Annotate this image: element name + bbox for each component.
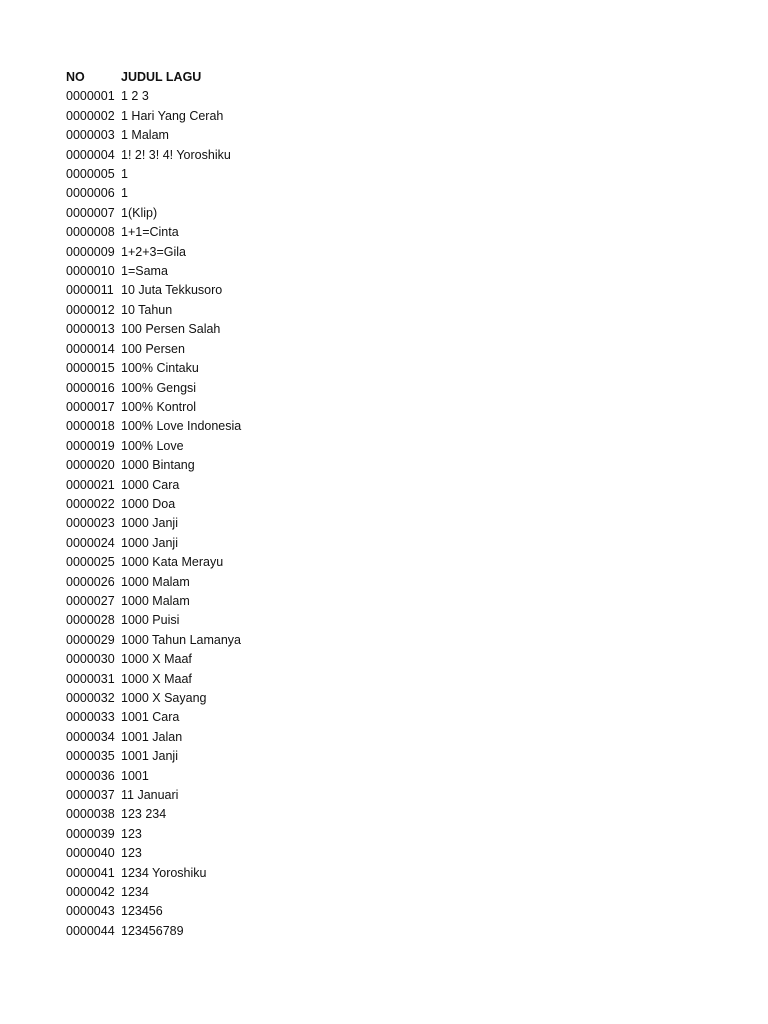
table-row: [66, 553, 421, 572]
table-row: [66, 359, 421, 378]
table-row: [66, 417, 421, 436]
row-number: 0000026: [66, 574, 115, 589]
song-title: 100% Gengsi: [121, 380, 197, 395]
row-number: 0000027: [66, 593, 115, 608]
song-title: 100% Love: [121, 438, 184, 453]
row-number: 0000025: [66, 555, 115, 570]
song-title: 1(Klip): [121, 205, 158, 220]
table-row: [66, 844, 421, 863]
table-row: [66, 902, 421, 921]
table-row: [66, 204, 421, 223]
song-title: 1: [121, 186, 128, 201]
table-row: [66, 883, 421, 902]
table-row: [66, 650, 421, 669]
table-row: [66, 87, 421, 106]
row-number: 0000021: [66, 477, 115, 492]
song-title: 10 Juta Tekkusoro: [121, 283, 223, 298]
song-title: 1000 Kata Merayu: [121, 555, 224, 570]
table-row: [66, 223, 421, 242]
header-no: NO: [66, 70, 85, 84]
song-title: 1 2 3: [121, 89, 149, 104]
row-number: 0000016: [66, 380, 115, 395]
song-title: 1: [121, 167, 128, 182]
table-row: [66, 825, 421, 844]
song-title: 1001 Jalan: [121, 729, 183, 744]
table-row: [66, 922, 421, 941]
table-row: [66, 786, 421, 805]
row-number: 0000009: [66, 244, 115, 259]
table-row: [66, 573, 421, 592]
row-number: 0000037: [66, 788, 115, 803]
song-title: 1234 Yoroshiku: [121, 865, 207, 880]
row-number: 0000020: [66, 458, 115, 473]
song-table: [66, 68, 421, 941]
table-row: [66, 146, 421, 165]
song-title: 100% Cintaku: [121, 361, 199, 376]
row-number: 0000042: [66, 885, 115, 900]
row-number: 0000028: [66, 613, 115, 628]
row-number: 0000032: [66, 691, 115, 705]
row-number: 0000034: [66, 729, 115, 744]
song-title: 123 234: [121, 807, 167, 822]
row-number: 0000044: [66, 923, 115, 938]
table-header-row: [66, 68, 421, 87]
row-number: 0000019: [66, 438, 115, 453]
song-title: 1001: [121, 768, 149, 783]
table-row: [66, 728, 421, 747]
table-row: [66, 301, 421, 320]
song-title: 1000 Malam: [121, 574, 190, 589]
table-row: [66, 514, 421, 533]
table-row: [66, 320, 421, 339]
song-title: 1000 X Maaf: [121, 652, 192, 667]
song-title: 100 Persen Salah: [121, 322, 221, 337]
row-number: 0000039: [66, 826, 115, 841]
song-title: 1=Sama: [121, 264, 168, 279]
song-title: 1000 Tahun Lamanya: [121, 632, 242, 647]
table-row: [66, 398, 421, 417]
row-number: 0000018: [66, 419, 115, 434]
song-title: 123456789: [121, 923, 184, 938]
row-number: 0000013: [66, 322, 115, 337]
row-number: 0000043: [66, 904, 115, 919]
row-number: 0000015: [66, 361, 115, 376]
song-title: 100% Love Indonesia: [121, 419, 242, 434]
table-row: [66, 767, 421, 786]
song-title: 1000 X Maaf: [121, 671, 192, 686]
song-title: 1 Malam: [121, 128, 169, 143]
song-title: 11 Januari: [121, 788, 179, 803]
song-title: 1000 Doa: [121, 496, 176, 511]
row-number: 0000002: [66, 108, 115, 123]
song-title: 1+1=Cinta: [121, 225, 179, 240]
song-title: 1000 Bintang: [121, 458, 195, 473]
table-row: [66, 670, 421, 689]
song-title: 1001 Cara: [121, 710, 180, 725]
row-number: 0000030: [66, 652, 115, 667]
song-title: 123: [121, 826, 142, 841]
row-number: 0000004: [66, 147, 115, 162]
table-row: [66, 340, 421, 359]
row-number: 0000036: [66, 768, 115, 783]
row-number: 0000035: [66, 749, 115, 764]
song-title: 1 Hari Yang Cerah: [121, 108, 224, 123]
song-list-sheet: [66, 68, 421, 941]
table-row: [66, 747, 421, 766]
row-number: 0000040: [66, 846, 115, 861]
table-row: [66, 805, 421, 824]
row-number: 0000001: [66, 89, 115, 104]
row-number: 0000011: [66, 283, 114, 298]
table-row: [66, 437, 421, 456]
table-row: [66, 708, 421, 727]
song-title: 1234: [121, 885, 149, 900]
table-row: [66, 281, 421, 300]
row-number: 0000029: [66, 632, 115, 647]
table-body: [66, 87, 421, 941]
table-row: [66, 592, 421, 611]
table-row: [66, 379, 421, 398]
row-number: 0000007: [66, 205, 115, 220]
table-row: [66, 456, 421, 475]
table-row: [66, 864, 421, 883]
song-title: 10 Tahun: [121, 302, 173, 317]
table-row: [66, 165, 421, 184]
table-row: [66, 262, 421, 281]
song-title: 123456: [121, 904, 163, 919]
header-song-title: JUDUL LAGU: [121, 70, 202, 84]
table-row: [66, 611, 421, 630]
row-number: 0000003: [66, 128, 115, 143]
row-number: 0000006: [66, 186, 115, 201]
row-number: 0000033: [66, 710, 115, 725]
song-title: 123: [121, 846, 142, 861]
song-title: 1000 Malam: [121, 593, 190, 608]
row-number: 0000017: [66, 399, 115, 414]
table-row: [66, 184, 421, 203]
song-title: 1000 Janji: [121, 516, 178, 531]
song-title: 1! 2! 3! 4! Yoroshiku: [121, 147, 231, 162]
row-number: 0000023: [66, 516, 115, 531]
table-row: [66, 631, 421, 650]
row-number: 0000008: [66, 225, 115, 240]
song-title: 1000 Janji: [121, 535, 178, 550]
table-row: [66, 495, 421, 514]
row-number: 0000022: [66, 496, 115, 511]
row-number: 0000024: [66, 535, 115, 550]
table-row: [66, 126, 421, 145]
table-row: [66, 476, 421, 495]
song-title: 1000 Puisi: [121, 613, 180, 628]
song-title: 1+2+3=Gila: [121, 244, 186, 259]
row-number: 0000041: [66, 865, 115, 880]
song-title: 1000 X Sayang: [121, 691, 207, 705]
row-number: 0000031: [66, 671, 115, 686]
row-number: 0000005: [66, 167, 115, 182]
table-row: [66, 107, 421, 126]
table-row: [66, 534, 421, 553]
song-title: 100 Persen: [121, 341, 185, 356]
row-number: 0000014: [66, 341, 115, 356]
row-number: 0000038: [66, 807, 115, 822]
song-title: 100% Kontrol: [121, 399, 197, 414]
song-title: 1001 Janji: [121, 749, 178, 764]
row-number: 0000010: [66, 264, 115, 279]
table-row: [66, 689, 421, 708]
row-number: 0000012: [66, 302, 115, 317]
table-row: [66, 243, 421, 262]
song-title: 1000 Cara: [121, 477, 180, 492]
